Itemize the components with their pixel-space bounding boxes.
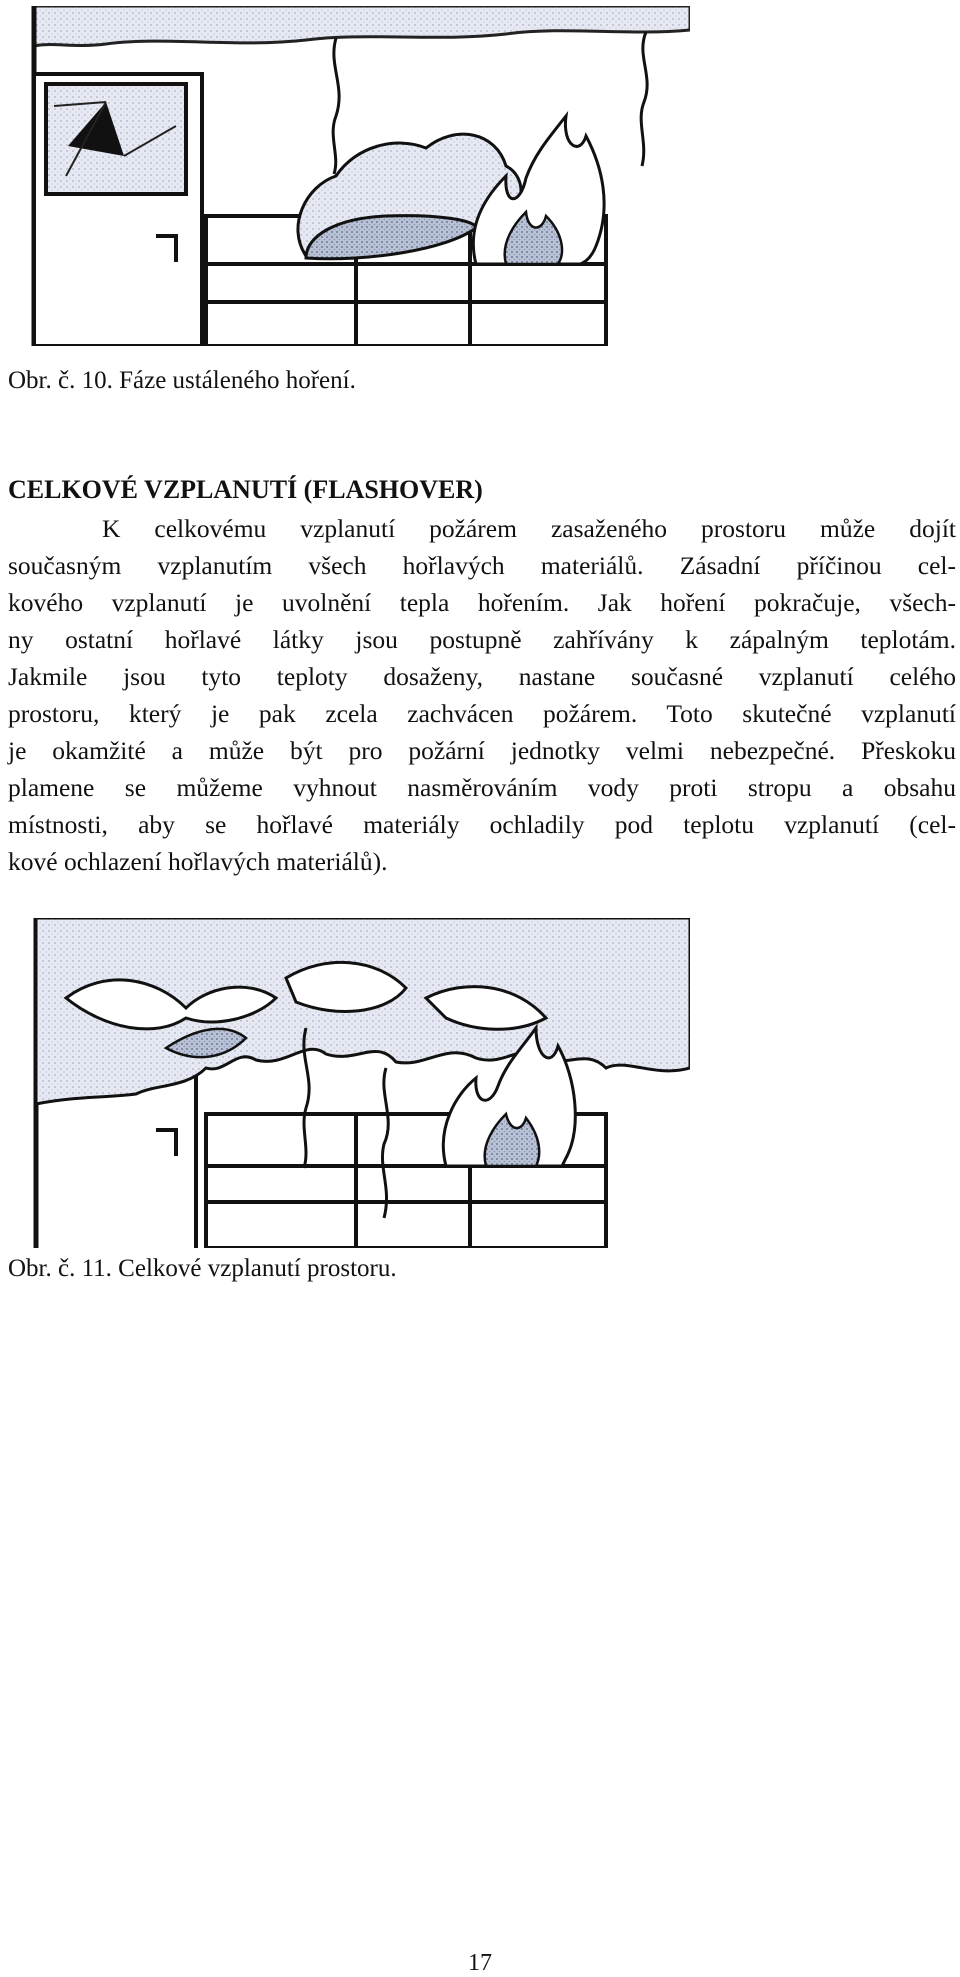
body-line: ny ostatní hořlavé látky jsou postupně zahřívány k zápalným teplotám. — [8, 625, 956, 654]
body-line: Jakmile jsou tyto teploty dosaženy, nastane současné vzplanutí celého — [8, 662, 956, 691]
body-line: kového vzplanutí je uvolnění tepla hořením. Jak hoření pokračuje, všech- — [8, 588, 956, 617]
section-heading: CELKOVÉ VZPLANUTÍ (FLASHOVER) — [8, 475, 483, 504]
steady-burning-illustration — [6, 6, 690, 346]
body-line: místnosti, aby se hořlavé materiály ochladily pod teplotu vzplanutí (cel- — [8, 810, 956, 839]
body-line: kové ochlazení hořlavých materiálů). — [8, 847, 388, 876]
figure-steady-burning — [6, 6, 690, 346]
body-line: prostoru, který je pak zcela zachvácen požárem. Toto skutečné vzplanutí — [8, 699, 956, 728]
body-line: současným vzplanutím všech hořlavých materiálů. Zásadní příčinou cel- — [8, 551, 956, 580]
figure-flashover — [6, 918, 690, 1248]
flashover-illustration — [6, 918, 690, 1248]
section-body — [8, 510, 956, 880]
body-line: plamene se můžeme vyhnout nasměrováním vody proti stropu a obsahu — [8, 773, 956, 802]
figure-10-caption: Obr. č. 10. Fáze ustáleného hoření. — [8, 367, 356, 394]
body-line: je okamžité a může být pro požární jednotky velmi nebezpečné. Přeskoku — [8, 736, 956, 765]
figure-11-caption: Obr. č. 11. Celkové vzplanutí prostoru. — [8, 1255, 397, 1282]
body-line: K celkovému vzplanutí požárem zasaženého prostoru může dojít — [102, 514, 956, 543]
page-number: 17 — [468, 1950, 492, 1976]
